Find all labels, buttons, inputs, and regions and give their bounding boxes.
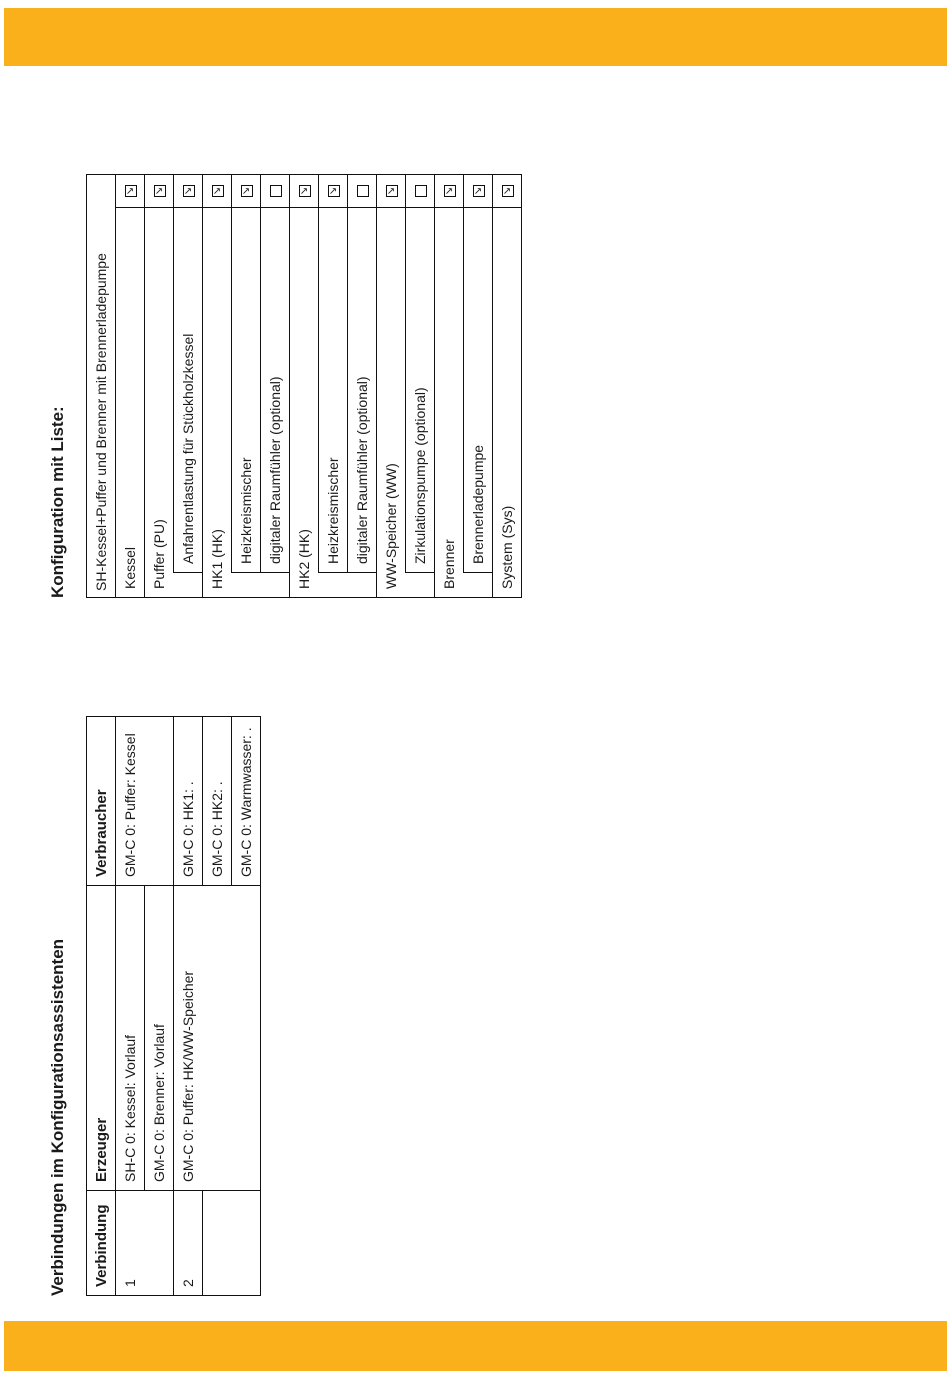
checkbox-cell [203,175,232,208]
indent-cell [174,573,203,598]
list-item-label: Brenner [435,208,464,598]
checkbox-cell [435,175,464,208]
checkbox-cell [377,175,406,208]
cell-erzeuger: GM-C 0: Brenner: Vorlauf [145,886,174,1191]
checkbox-cell [464,175,493,208]
checkbox-cell [406,175,435,208]
cell-erzeuger [203,886,232,1191]
connections-table [86,716,261,1296]
list-item [290,175,319,598]
indent-cell [406,573,435,598]
list-item-label: Anfahrentlastung für Stückholzkessel [174,208,203,573]
checkbox-cell [174,175,203,208]
table-row [116,717,145,1296]
checkbox-cell [348,175,377,208]
list-item-label: Puffer (PU) [145,208,174,598]
checkbox-cell [261,175,290,208]
connections-heading: Verbindungen im Konfigurationsassistenten [48,938,67,1296]
cell-erzeuger: GM-C 0: Puffer: HK/WW-Speicher [174,886,203,1191]
list-item [145,175,174,598]
list-item [464,175,493,598]
list-item [261,175,290,598]
checked-box-icon[interactable]: ↘ [299,186,311,196]
table-row [174,717,203,1296]
checkbox-cell [145,175,174,208]
cell-erzeuger: SH-C 0: Kessel: Vorlauf [122,1034,138,1182]
table-header-row [87,717,116,1296]
header-verbindung: Verbindung [87,1191,116,1296]
header-erzeuger: Erzeuger [87,886,116,1191]
checked-box-icon[interactable]: ↘ [386,186,398,196]
cell-verbindung [203,1191,232,1296]
checked-box-icon[interactable]: ↘ [212,186,224,196]
indent-cell [348,573,377,598]
list-item-label: WW-Speicher (WW) [377,208,406,598]
config-header: SH-Kessel+Puffer und Brenner mit Brennerladepumpe [87,175,116,598]
table-row [145,717,174,1296]
list-item [319,175,348,598]
checked-box-icon[interactable]: ↘ [328,186,340,196]
list-item-label: Heizkreismischer [319,208,348,573]
list-item [174,175,203,598]
checked-box-icon[interactable]: ↘ [154,186,166,196]
list-item [493,175,522,598]
cell-verbraucher: GM-C 0: HK2: . [203,717,232,886]
list-item-label: digitaler Raumfühler (optional) [261,208,290,573]
cell-erzeuger [232,886,261,1191]
list-item [116,175,145,598]
list-item-label: digitaler Raumfühler (optional) [348,208,377,573]
checkbox-cell [290,175,319,208]
list-item-label: Brennerladepumpe [464,208,493,573]
list-item [232,175,261,598]
list-item-label: HK2 (HK) [290,208,319,598]
unchecked-box-icon[interactable] [270,185,282,197]
table-row [232,717,261,1296]
indent-cell [261,573,290,598]
cell-verbindung [145,1191,174,1296]
checkbox-cell [232,175,261,208]
cell-verbindung: 2 [174,1191,203,1296]
checkbox-cell [116,175,145,208]
list-item [348,175,377,598]
list-item [435,175,464,598]
indent-cell [232,573,261,598]
checked-box-icon[interactable]: ↘ [183,186,195,196]
checked-box-icon[interactable]: ↘ [473,186,485,196]
table-row [203,717,232,1296]
cell-verbindung: 1 [116,1191,145,1296]
cell-verbraucher: GM-C 0: Warmwasser: . [232,717,261,886]
list-item [377,175,406,598]
indent-cell [464,573,493,598]
list-item [406,175,435,598]
checkbox-cell [319,175,348,208]
checked-box-icon[interactable]: ↘ [241,186,253,196]
cell-verbraucher [145,717,174,886]
checked-box-icon[interactable]: ↘ [502,186,514,196]
list-item-label: HK1 (HK) [203,208,232,598]
list-item-label: Heizkreismischer [232,208,261,573]
header-verbraucher: Verbraucher [87,717,116,886]
cell-verbraucher: GM-C 0: HK1: . [174,717,203,886]
config-list-table [86,174,522,598]
unchecked-box-icon[interactable] [357,185,369,197]
checked-box-icon[interactable]: ↘ [125,186,137,196]
list-item-label: Zirkulationspumpe (optional) [406,208,435,573]
checkbox-cell [493,175,522,208]
unchecked-box-icon[interactable] [415,185,427,197]
config-heading: Konfiguration mit Liste: [48,406,67,598]
list-item-label: Kessel [116,208,145,598]
config-header-row [87,175,116,598]
list-item [203,175,232,598]
checked-box-icon[interactable]: ↘ [444,186,456,196]
cell-verbindung [232,1191,261,1296]
indent-cell [319,573,348,598]
cell-verbraucher: GM-C 0: Puffer: Kessel [116,717,145,886]
list-item-label: System (Sys) [493,208,522,598]
